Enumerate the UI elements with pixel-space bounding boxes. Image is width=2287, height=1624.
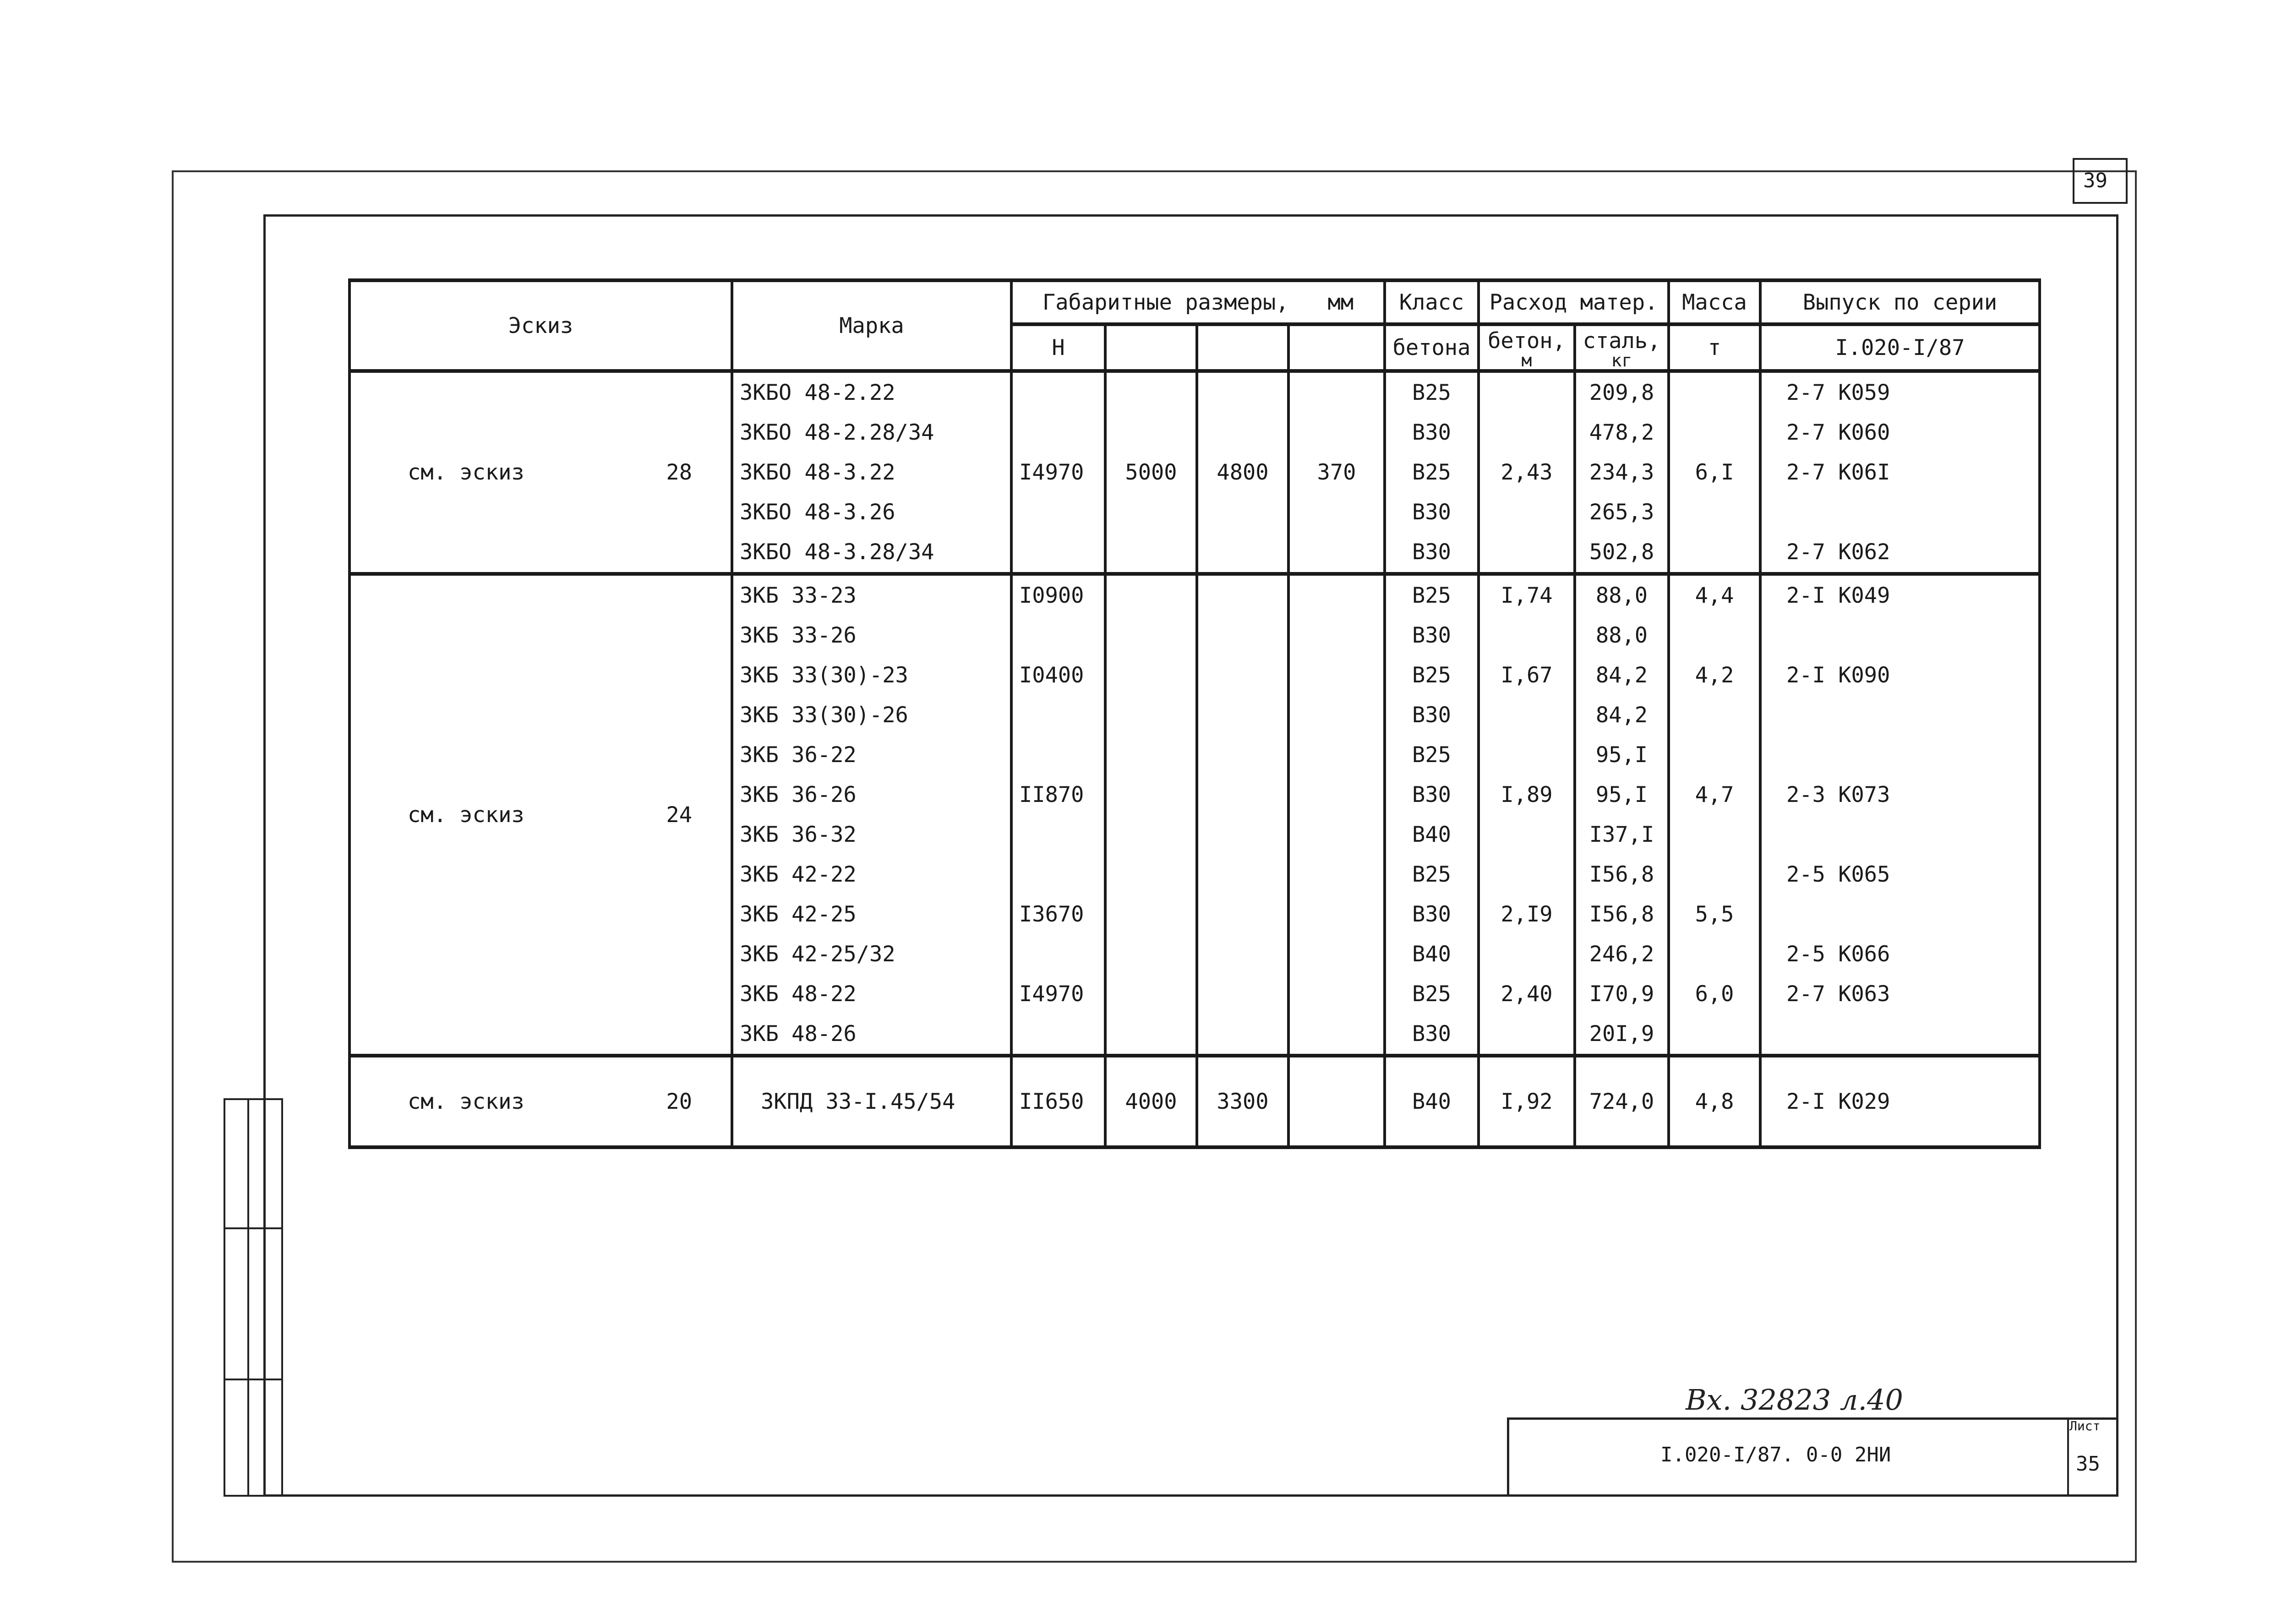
mark: 3КБО 48-3.26 [740, 500, 895, 525]
mark: 3КБ 42-22 [740, 862, 857, 887]
issue-value [1786, 894, 2032, 934]
mark: 3КБО 48-2.28/34 [740, 420, 934, 445]
header-class: Класс [1385, 280, 1479, 324]
issue-value: 2-I К049 [1786, 583, 1890, 608]
group-2-h [1011, 574, 1105, 1056]
class-value: В25 [1412, 583, 1451, 608]
mass-value: 4,7 [1695, 782, 1734, 807]
issue-value: 2-7 К062 [1786, 540, 1890, 565]
mass-value: 4,4 [1695, 583, 1734, 608]
class-value: В40 [1412, 822, 1451, 847]
group-3-d1: 4000 [1105, 1056, 1197, 1147]
group-3 [349, 1056, 2040, 1147]
mass-value [1676, 735, 1752, 775]
issue-value [1786, 1014, 2032, 1054]
concrete-value [1486, 373, 1567, 413]
steel-value: I56,8 [1589, 862, 1654, 887]
group-1-h [1011, 371, 1105, 574]
concrete-value [1486, 532, 1567, 572]
concrete-value [1486, 735, 1567, 775]
mark: 3КБ 42-25/32 [740, 942, 895, 967]
concrete-value: 2,43 [1501, 460, 1553, 485]
group-1-d3 [1288, 371, 1385, 574]
concrete-value [1486, 815, 1567, 855]
group-1-sketch [349, 371, 732, 574]
binding-strip [224, 1098, 283, 1497]
dim-value [1113, 413, 1189, 452]
dim-value [1296, 532, 1377, 572]
group-3-mass: 4,8 [1669, 1056, 1760, 1147]
dim-value: 370 [1317, 460, 1356, 485]
group-3-steel: 724,0 [1575, 1056, 1669, 1147]
issue-value: 2-7 К06I [1786, 460, 1890, 485]
mass-value [1676, 815, 1752, 855]
group-1-mass [1669, 371, 1760, 574]
class-value: В25 [1412, 981, 1451, 1007]
h-value [1019, 695, 1097, 735]
group-2-class [1385, 574, 1479, 1056]
steel-value: 88,0 [1595, 583, 1648, 608]
group-2-issue [1760, 574, 2040, 1056]
mass-value [1676, 413, 1752, 452]
group-3-issue: 2-I К029 [1760, 1056, 2040, 1147]
group-2-marks [732, 574, 1011, 1056]
group-3-sketch [349, 1056, 732, 1147]
class-value: В30 [1412, 623, 1451, 648]
mark: 3КБ 42-25 [740, 902, 857, 927]
concrete-value [1486, 1014, 1567, 1054]
mark: 3КБ 36-26 [740, 782, 857, 807]
class-value: В30 [1412, 540, 1451, 565]
sketch-label: см. эскиз [408, 460, 524, 485]
mass-value [1676, 373, 1752, 413]
header-mass-unit: т [1669, 324, 1760, 371]
group-3-h: II650 [1011, 1056, 1105, 1147]
header-mark: Марка [732, 280, 1011, 371]
steel-value: I70,9 [1589, 981, 1654, 1007]
steel-value: 88,0 [1595, 623, 1648, 648]
steel-value: 84,2 [1595, 663, 1648, 688]
group-1-concrete [1479, 371, 1575, 574]
steel-value: 20I,9 [1589, 1021, 1654, 1046]
class-value: В25 [1412, 380, 1451, 405]
concrete-value [1486, 413, 1567, 452]
h-value: I0900 [1019, 583, 1084, 608]
group-2-mass [1669, 574, 1760, 1056]
group-2-d2 [1197, 574, 1288, 1056]
steel-value: 478,2 [1589, 420, 1654, 445]
steel-value: 95,I [1595, 782, 1648, 807]
header-dims-h: H [1011, 324, 1105, 371]
group-3-concrete: I,92 [1479, 1056, 1575, 1147]
group-3-d2: 3300 [1197, 1056, 1288, 1147]
class-value: В30 [1412, 420, 1451, 445]
mark: 3КБ 48-26 [740, 1021, 857, 1046]
sketch-number: 24 [666, 802, 692, 828]
class-value: В40 [1412, 942, 1451, 967]
specification-table [348, 278, 2041, 1149]
mass-value: 6,I [1695, 460, 1734, 485]
h-value [1019, 855, 1097, 894]
mass-value [1676, 616, 1752, 655]
h-value [1019, 492, 1097, 532]
mass-value [1676, 492, 1752, 532]
group-1 [349, 371, 2040, 574]
class-value: В30 [1412, 782, 1451, 807]
group-1-steel [1575, 371, 1669, 574]
group-3-class: В40 [1385, 1056, 1479, 1147]
h-value: II870 [1019, 782, 1084, 807]
issue-value: 2-7 К063 [1786, 981, 1890, 1007]
mass-value [1676, 855, 1752, 894]
group-3-mark: 3КПД 33-I.45/54 [732, 1056, 1011, 1147]
mark: 3КБО 48-3.28/34 [740, 540, 934, 565]
steel-value: 234,3 [1589, 460, 1654, 485]
concrete-value: 2,40 [1501, 981, 1553, 1007]
header-concrete [1479, 324, 1575, 371]
header-dims [1011, 280, 1385, 324]
sketch-number: 20 [666, 1089, 692, 1114]
header-consumption: Расход матер. [1479, 280, 1669, 324]
mark: 3КБ 36-32 [740, 822, 857, 847]
dim-value [1205, 532, 1281, 572]
group-1-d2 [1197, 371, 1288, 574]
issue-value [1786, 695, 2032, 735]
concrete-value: I,89 [1501, 782, 1553, 807]
binding-strip-divider-2 [224, 1379, 283, 1380]
issue-value [1786, 815, 2032, 855]
header-concrete-unit: м [1521, 350, 1532, 371]
dim-value [1113, 532, 1189, 572]
group-2-d1 [1105, 574, 1197, 1056]
dim-value [1113, 373, 1189, 413]
concrete-value [1486, 695, 1567, 735]
dim-value: 5000 [1125, 460, 1177, 485]
h-value [1019, 1014, 1097, 1054]
issue-value: 2-7 К059 [1786, 380, 1890, 405]
header-class-sub: бетона [1385, 324, 1479, 371]
h-value [1019, 934, 1097, 974]
header-issue-series: I.020-I/87 [1760, 324, 2040, 371]
group-3-d3 [1288, 1056, 1385, 1147]
header-steel [1575, 324, 1669, 371]
header-steel-label: сталь, [1583, 328, 1661, 354]
mass-value: 4,2 [1695, 663, 1734, 688]
dim-value [1205, 373, 1281, 413]
concrete-value [1486, 492, 1567, 532]
mark: 3КБО 48-2.22 [740, 380, 895, 405]
issue-value: 2-7 К060 [1786, 420, 1890, 445]
h-value [1019, 532, 1097, 572]
dim-value [1296, 373, 1377, 413]
issue-value: 2-5 К065 [1786, 862, 1890, 887]
binding-strip-vline [247, 1098, 249, 1497]
header-dims-2 [1105, 324, 1197, 371]
h-value [1019, 413, 1097, 452]
mass-value: 5,5 [1695, 902, 1734, 927]
issue-value [1786, 616, 2032, 655]
concrete-value: I,67 [1501, 663, 1553, 688]
corner-number: 39 [2083, 169, 2107, 192]
mark: 3КБО 48-3.22 [740, 460, 895, 485]
class-value: В30 [1412, 500, 1451, 525]
class-value: В30 [1412, 703, 1451, 728]
sketch-label: см. эскиз [408, 802, 524, 828]
mark: 3КБ 33(30)-23 [740, 663, 908, 688]
sheet-number: 35 [2076, 1452, 2100, 1476]
dim-value [1205, 413, 1281, 452]
header-dims-3 [1197, 324, 1288, 371]
dim-value [1113, 492, 1189, 532]
h-value: I3670 [1019, 902, 1084, 927]
h-value [1019, 735, 1097, 775]
mass-value: 6,0 [1695, 981, 1734, 1007]
issue-value: 2-5 К066 [1786, 942, 1890, 967]
mark: 3КБ 33-26 [740, 623, 857, 648]
group-2-concrete [1479, 574, 1575, 1056]
h-value [1019, 373, 1097, 413]
steel-value: 265,3 [1589, 500, 1654, 525]
h-value: I4970 [1019, 460, 1084, 485]
h-value [1019, 616, 1097, 655]
mark: 3КБ 33-23 [740, 583, 857, 608]
group-1-issue [1760, 371, 2040, 574]
sheet-label: Лист [2069, 1418, 2101, 1433]
group-1-class [1385, 371, 1479, 574]
issue-value [1786, 492, 2032, 532]
binding-strip-divider-1 [224, 1227, 283, 1229]
concrete-value [1486, 934, 1567, 974]
header-sketch: Эскиз [349, 280, 732, 371]
document-code: I.020-I/87. 0-0 2НИ [1660, 1443, 1891, 1466]
class-value: В25 [1412, 460, 1451, 485]
class-value: В25 [1412, 663, 1451, 688]
header-concrete-label: бетон, [1488, 328, 1566, 354]
steel-value: 209,8 [1589, 380, 1654, 405]
dim-value [1296, 413, 1377, 452]
sketch-number: 28 [666, 460, 692, 485]
header-issue: Выпуск по серии [1760, 280, 2040, 324]
mass-value [1676, 695, 1752, 735]
class-value: В30 [1412, 902, 1451, 927]
h-value [1019, 815, 1097, 855]
h-value: I4970 [1019, 981, 1084, 1007]
header-steel-unit: кг [1611, 350, 1632, 371]
issue-value: 2-3 К073 [1786, 782, 1890, 807]
h-value: I0400 [1019, 663, 1084, 688]
group-2-steel [1575, 574, 1669, 1056]
sketch-label: см. эскиз [408, 1089, 524, 1114]
concrete-value [1486, 616, 1567, 655]
steel-value: 246,2 [1589, 942, 1654, 967]
concrete-value [1486, 855, 1567, 894]
group-2 [349, 574, 2040, 1056]
group-1-marks [732, 371, 1011, 574]
mark: 3КБ 48-22 [740, 981, 857, 1007]
dim-value: 4800 [1217, 460, 1269, 485]
mark: 3КБ 36-22 [740, 742, 857, 768]
header-dims-label: Габаритные размеры, [1042, 289, 1289, 315]
group-2-sketch [349, 574, 732, 1056]
concrete-value: I,74 [1501, 583, 1553, 608]
group-1-d1 [1105, 371, 1197, 574]
header-dims-4 [1288, 324, 1385, 371]
handwritten-stamp: Вх. 32823 л.40 [1686, 1383, 1903, 1417]
steel-value: I37,I [1589, 822, 1654, 847]
steel-value: 95,I [1595, 742, 1648, 768]
class-value: В25 [1412, 742, 1451, 768]
dim-value [1296, 492, 1377, 532]
steel-value: 84,2 [1595, 703, 1648, 728]
header-dims-unit: мм [1327, 289, 1354, 315]
steel-value: I56,8 [1589, 902, 1654, 927]
mass-value [1676, 1014, 1752, 1054]
concrete-value: 2,I9 [1501, 902, 1553, 927]
header-mass: Масса [1669, 280, 1760, 324]
issue-value [1786, 735, 2032, 775]
class-value: В30 [1412, 1021, 1451, 1046]
mass-value [1676, 934, 1752, 974]
steel-value: 502,8 [1589, 540, 1654, 565]
class-value: В25 [1412, 862, 1451, 887]
issue-value: 2-I К090 [1786, 663, 1890, 688]
mass-value [1676, 532, 1752, 572]
dim-value [1205, 492, 1281, 532]
group-2-d3 [1288, 574, 1385, 1056]
mark: 3КБ 33(30)-26 [740, 703, 908, 728]
